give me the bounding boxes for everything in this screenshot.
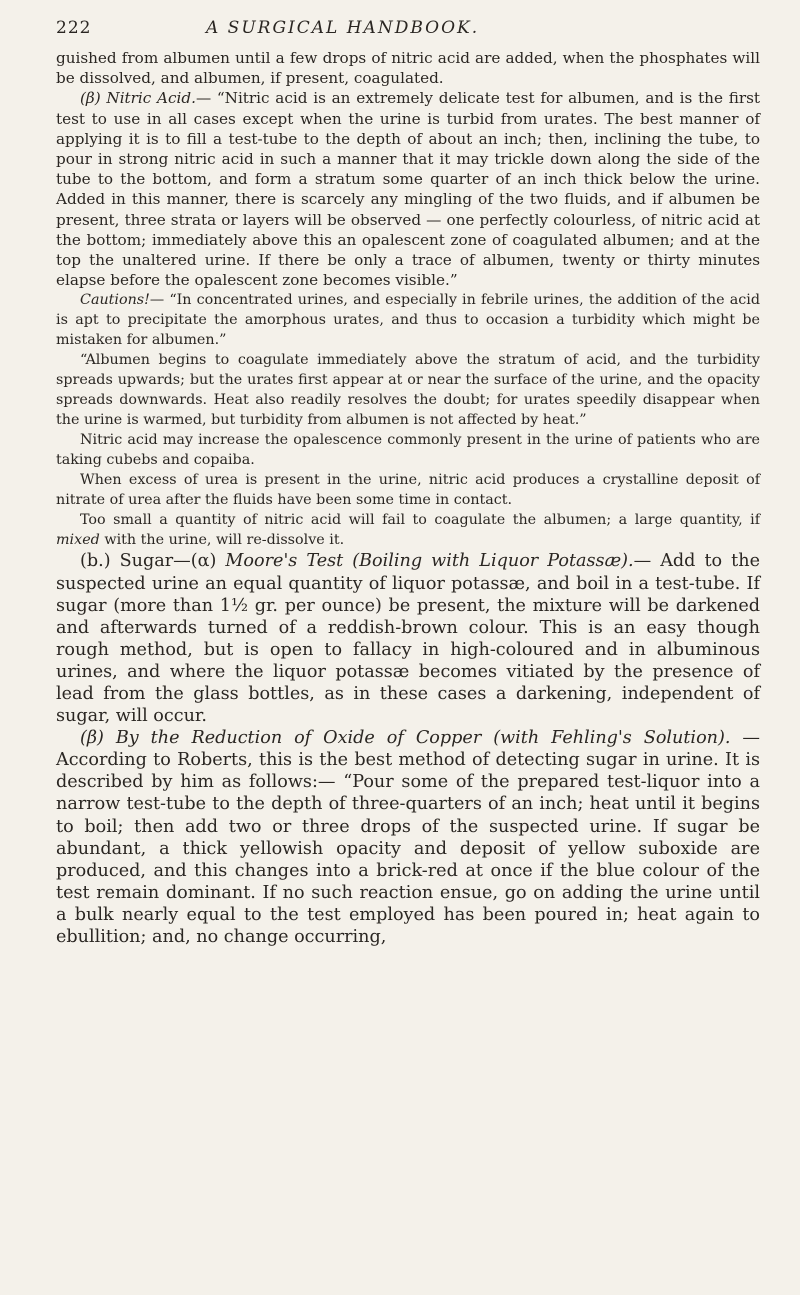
- paragraph-text: (b.) Sugar—(α): [80, 551, 226, 572]
- paragraph-text: with the urine, will re-dissolve it.: [99, 532, 345, 549]
- section-heading: Cautions!: [80, 292, 150, 309]
- paragraph-text: Too small a quantity of nitric acid will fail to coagulate the albumen; a large quantity, if: [80, 512, 760, 529]
- running-title: A SURGICAL HANDBOOK.: [206, 18, 480, 38]
- page-number: 222: [56, 18, 92, 38]
- page-header: [56, 18, 760, 46]
- paragraph-urea: [56, 470, 760, 510]
- paragraph-sugar-fehling: [56, 727, 760, 948]
- section-heading: Moore's Test (Boiling with Liquor Potassæ).: [225, 551, 634, 572]
- paragraph-quantity: [56, 510, 760, 550]
- paragraph-continuation: [56, 48, 760, 88]
- paragraph-sugar-moore: [56, 550, 760, 727]
- paragraph-text: — Add to the suspected urine an equal quantity of liquor potassæ, and boil in a test-tube. If sugar (more than 1½ gr. per ounce) be present, the mixture will be darkened and afterwards turned of a reddish-brown colour. This is an easy though rough method, but is open to fallacy in high-coloured and in albuminous urines, and where the liquor potassæ becomes vitiated by the presence of lead from the glass bottles, as in these cases a darkening, independent of sugar, will occur.: [56, 551, 760, 727]
- paragraph-text: — According to Roberts, this is the best method of detecting sugar in urine. It is described by him as follows:— “Pour some of the prepared test-liquor into a narrow test-tube to the depth of three-quarters of an inch; heat until it begins to boil; then add two or three drops of the suspected urine. If sugar be abundant, a thick yellowish opacity and deposit of yellow suboxide are produced, and this changes into a brick-red at once if the blue colour of the test remain dominant. If no such reaction ensue, go on adding the urine until a bulk nearly equal to the test employed has been poured in; heat again to ebullition; and, no change occurring,: [56, 728, 761, 948]
- paragraph-text: guished from albumen until a few drops of nitric acid are added, when the phosphates will be dissolved, and albumen, if present, coagulated.: [56, 49, 760, 88]
- paragraph-text: Nitric acid may increase the opalescence commonly present in the urine of patients who are taking cubebs and copaiba.: [56, 432, 760, 469]
- paragraph-text: “Albumen begins to coagulate immediately above the stratum of acid, and the turbidity spreads upwards; but the urates first appear at or near the surface of the urine, and the opacity spreads downwards. Heat also readily resolves the doubt; for urates speedily disappear when the urine is warmed, but turbidity from albumen is not affected by heat.”: [56, 352, 760, 429]
- paragraph-nitric-acid: [56, 88, 760, 290]
- section-heading: (β) By the Reduction of Oxide of Copper (with Fehling's Solution).: [80, 728, 731, 749]
- small-print-block: [56, 290, 760, 550]
- paragraph-text: When excess of urea is present in the urine, nitric acid produces a crystalline deposit of nitrate of urea after the fluids have been some time in contact.: [56, 472, 760, 509]
- paragraph-cubebs: [56, 430, 760, 470]
- paragraph-text: — “In concentrated urines, and especially in febrile urines, the addition of the acid is apt to precipitate the amorphous urates, and thus to occasion a turbidity which might be mistaken for albumen.”: [56, 292, 760, 349]
- section-heading: (β) Nitric Acid.: [80, 89, 196, 108]
- paragraph-cautions: [56, 290, 760, 350]
- large-print-block: [56, 550, 760, 948]
- paragraph-albumen-coagulation: [56, 350, 760, 430]
- page-body: [56, 48, 760, 948]
- paragraph-text: — “Nitric acid is an extremely delicate test for albumen, and is the first test to use in all cases except when the urine is turbid from urates. The best manner of applying it is to fill a test-tube to the depth of about an inch; then, inclining the tube, to pour in strong nitric acid in such a manner that it may trickle down along the side of the tube to the bottom, and form a stratum some quarter of an inch thick below the urine. Added in this manner, there is scarcely any mingling of the two fluids, and if albumen be present, three strata or layers will be observed — one perfectly colourless, of nitric acid at the bottom; immediately above this an opalescent zone of coagulated albumen; and at the top the unaltered urine. If there be only a trace of albumen, twenty or thirty minutes elapse before the opalescent zone becomes visible.”: [56, 89, 760, 290]
- emphasis: mixed: [56, 532, 100, 549]
